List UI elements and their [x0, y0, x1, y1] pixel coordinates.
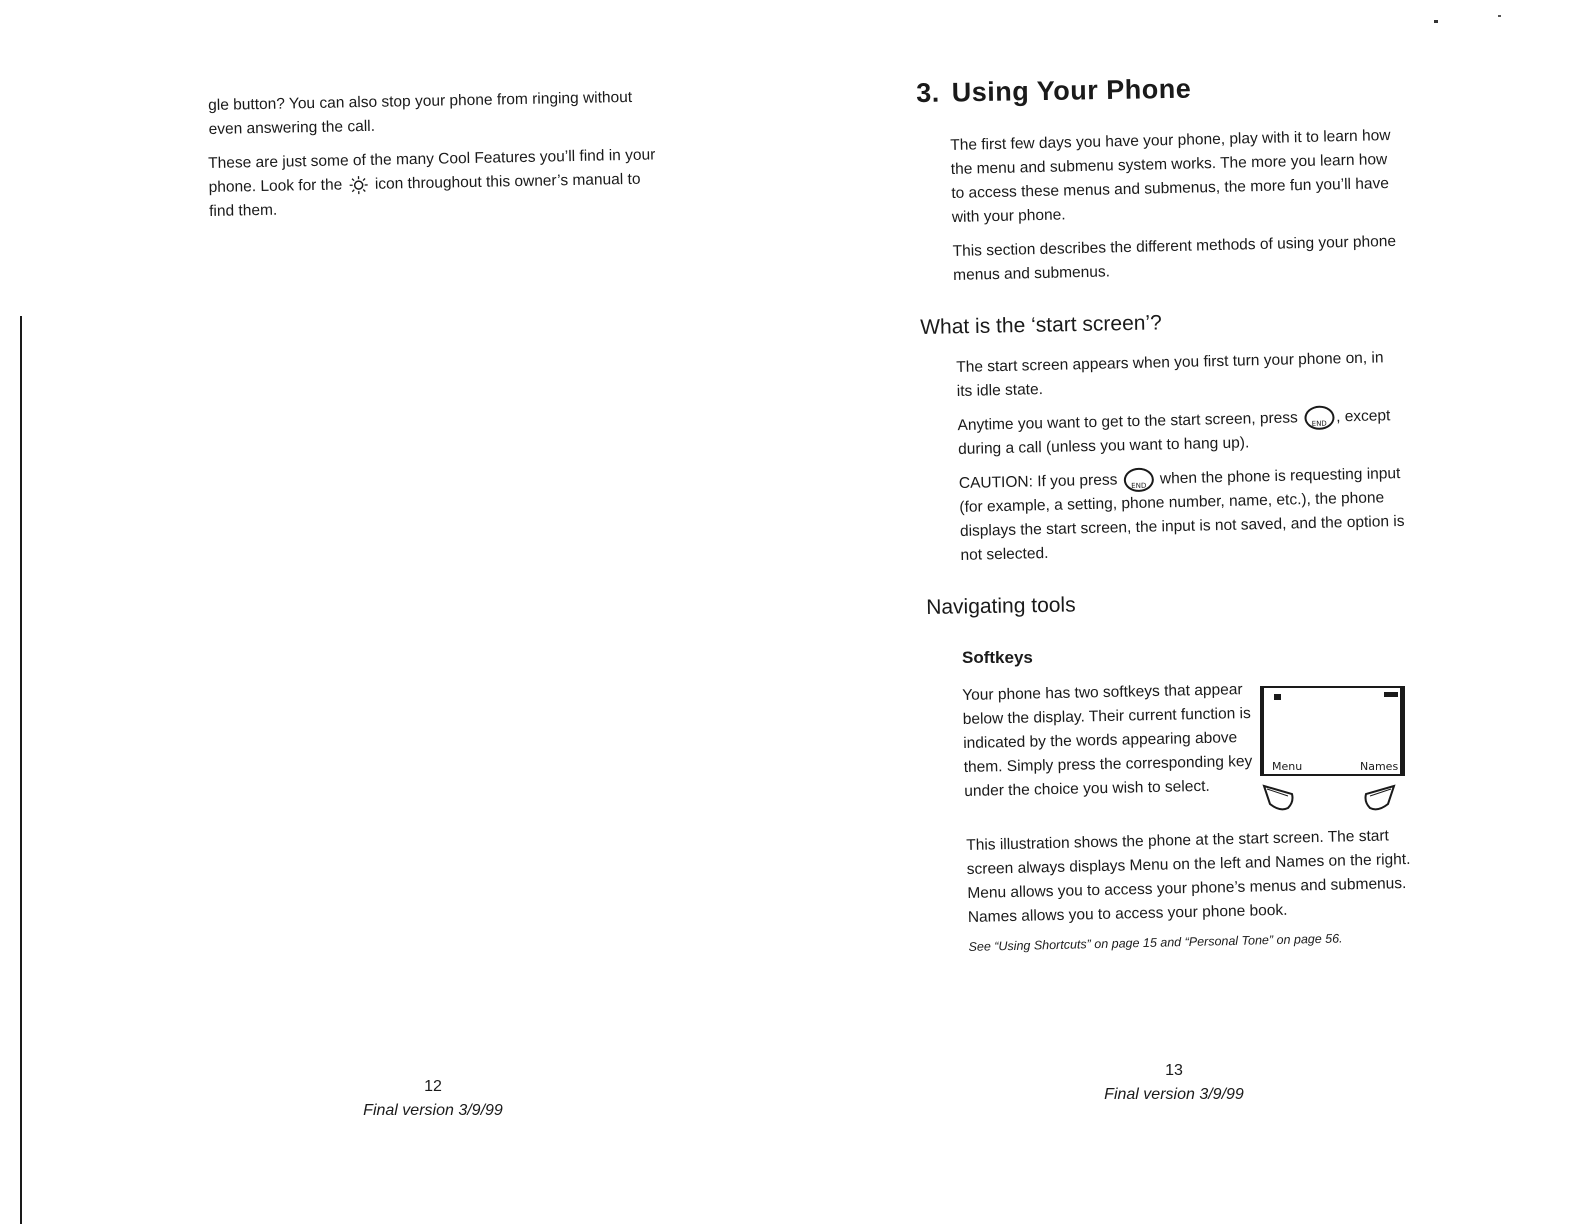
- right-softkey-icon: [1362, 782, 1396, 812]
- chapter-title-text: Using Your Phone: [951, 73, 1192, 108]
- battery-icon: [1384, 692, 1398, 697]
- left-softkey-label: Menu: [1272, 760, 1303, 773]
- text-segment: These are just some of the many Cool Features you’ll find in your phone. Look for the: [208, 146, 656, 196]
- cool-feature-icon: [348, 175, 368, 195]
- paragraph: gle button? You can also stop your phone from ringing without even answering the call.: [208, 88, 633, 138]
- start-screen-section: [956, 346, 1407, 578]
- subheading-softkeys: Softkeys: [962, 648, 1033, 667]
- anytime-paragraph: [957, 404, 1404, 462]
- text-segment: , except during a call (unless you want to hang up).: [957, 407, 1391, 459]
- signal-icon: [1274, 694, 1281, 700]
- left-page-body: [208, 88, 658, 234]
- paragraph: Your phone has two softkeys that appear below the display. Their current function is indicated by the words appearing above them. Simply press the corresponding key under the choice you wish to select.: [962, 681, 1253, 800]
- text-segment: CAUTION: If you press: [958, 471, 1118, 493]
- scan-speck: [1498, 15, 1501, 17]
- chapter-title: [916, 74, 1192, 109]
- paragraph: The start screen appears when you first turn your phone on, in its idle state.: [956, 349, 1384, 400]
- illustration-section: [966, 824, 1415, 954]
- scan-speck: [1434, 20, 1438, 23]
- version-footer: Final version 3/9/99: [1104, 1086, 1244, 1103]
- softkeys-section: [962, 678, 1255, 814]
- phone-screen: [1260, 686, 1405, 776]
- end-key-label: END: [1131, 481, 1147, 491]
- text-segment: icon throughout this owner’s manual to find them.: [208, 170, 641, 220]
- see-also-note: See “Using Shortcuts” on page 15 and “Personal Tone” on page 56.: [968, 931, 1343, 954]
- cool-features-paragraph: [208, 143, 659, 224]
- caution-paragraph: [959, 462, 1407, 568]
- end-key-icon: [1304, 405, 1335, 430]
- section-heading-start-screen: What is the ‘start screen’?: [920, 311, 1162, 339]
- end-key-label: END: [1311, 419, 1327, 428]
- left-page: [0, 0, 790, 1224]
- paragraph: This section describes the different methods of using your phone menus and submenus.: [952, 232, 1397, 284]
- paragraph: This illustration shows the phone at the start screen. The start screen always displays Menu on the left and Names on the right. Menu allows you to access your phone’s menus and submenus. Names allows you to access your phone book.: [966, 827, 1411, 926]
- paragraph: The first few days you have your phone, play with it to learn how the menu and submenu system works. The more you learn how to access these menus and submenus, the more fun you’ll have with your phone.: [950, 127, 1391, 226]
- page-number: 13: [1165, 1062, 1183, 1079]
- page-number: 12: [424, 1078, 442, 1095]
- phone-display-illustration: [1256, 684, 1402, 818]
- end-key-icon: [1123, 468, 1154, 493]
- text-segment: Anytime you want to get to the start screen, press: [957, 409, 1298, 435]
- intro-section: [950, 124, 1404, 298]
- chapter-number: 3.: [916, 77, 940, 108]
- left-softkey-icon: [1262, 782, 1296, 812]
- text-segment: when the phone is requesting input (for example, a setting, phone number, name, etc.), the phone displays the start screen, the input is not saved, and the option is not selected.: [959, 465, 1405, 565]
- version-footer: Final version 3/9/99: [363, 1102, 503, 1119]
- right-softkey-label: Names: [1360, 760, 1399, 773]
- section-heading-navigating: Navigating tools: [926, 593, 1076, 619]
